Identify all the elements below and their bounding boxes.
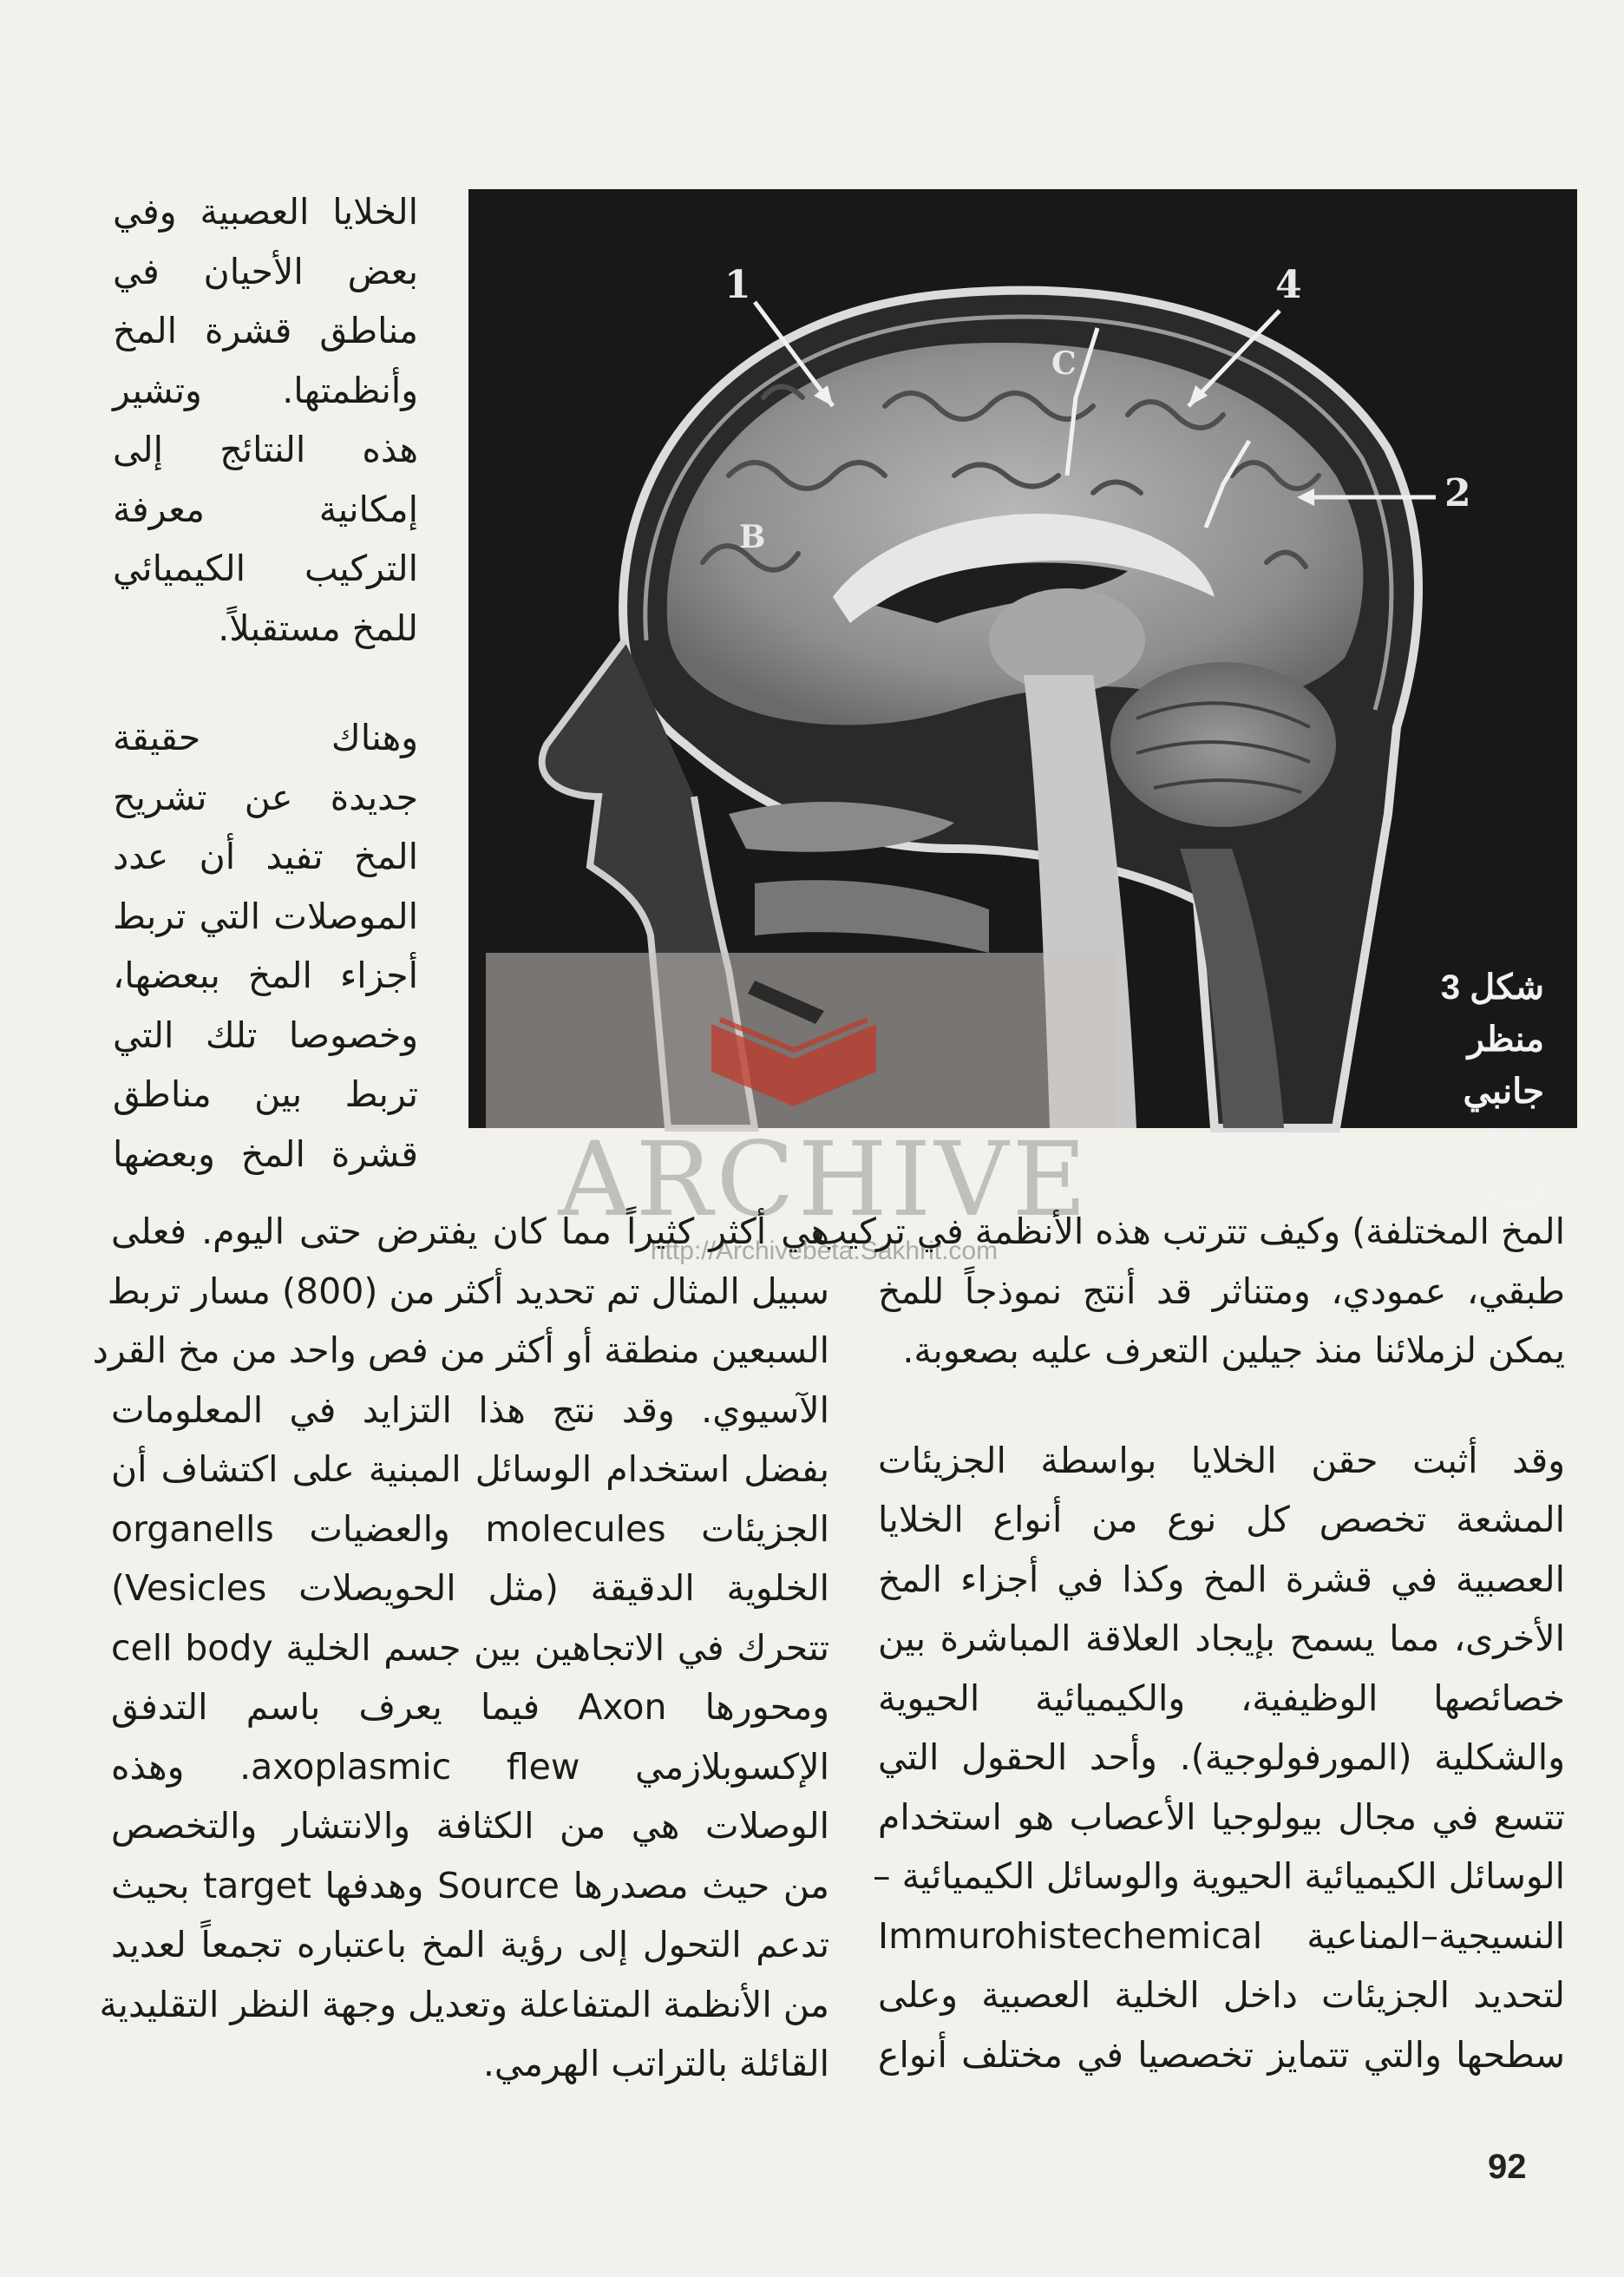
figure-caption — [1379, 961, 1544, 1222]
text-line: وأنظمتها. وتشير — [113, 369, 418, 411]
left-column — [92, 1202, 829, 2094]
text-line: والشكلية (المورفولوجية). وأحد الحقول التي — [878, 1736, 1565, 1778]
text-line: وخصوصا تلك التي — [113, 1014, 418, 1056]
text-line: تتسع في مجال بيولوجيا الأعصاب هو استخدام — [878, 1795, 1565, 1838]
label-b: B — [739, 519, 766, 555]
caption-line: شكل 3 — [1440, 968, 1544, 1007]
side-column — [113, 182, 418, 1184]
text-line: قشرة المخ وبعضها — [113, 1132, 418, 1175]
caption-line: للمخ. — [1470, 1177, 1544, 1215]
side-paragraph-2 — [113, 708, 418, 1184]
text-line: تربط بين مناطق — [113, 1073, 418, 1115]
text-line: هذه النتائج إلى — [113, 429, 418, 470]
text-line: هي أكثر كثيراً مما كان يفترض حتى اليوم. فعلى — [111, 1211, 829, 1252]
text-line: الوسائل الكيميائية الحيوية والوسائل الكيميائية – — [873, 1855, 1565, 1897]
text-line: بفضل استخدام الوسائل المبنية على اكتشاف أن — [111, 1448, 829, 1490]
paragraph-gap — [878, 1381, 1565, 1431]
text-line: إمكانية معرفة — [113, 488, 418, 530]
label-4: 4 — [1275, 263, 1302, 307]
text-line: من الأنظمة المتفاعلة وتعديل وجهة النظر التقليدية — [99, 1983, 829, 2025]
text-line: المشعة تخصص كل نوع من أنواع الخلايا — [878, 1499, 1565, 1540]
text-line: تدعم التحول إلى رؤية المخ باعتباره تجمعاً لعديد — [111, 1924, 829, 1965]
text-line: خصائصها الوظيفية، والكيميائية الحيوية — [878, 1677, 1565, 1719]
text-line: الآسيوي. وقد نتج هذا التزايد في المعلومات — [111, 1388, 829, 1431]
label-2: 2 — [1444, 471, 1471, 515]
paragraph-gap — [113, 658, 418, 708]
text-line: المخ تفيد أن عدد — [113, 836, 418, 877]
text-line: الجزيئات molecules والعضيات organells — [111, 1507, 829, 1550]
watermark-url: http://Archivebeta.Sakhrit.com — [650, 1237, 999, 1265]
text-line: تتحرك في الاتجاهين بين جسم الخلية cell body — [111, 1626, 829, 1669]
text-line: القائلة بالتراتب الهرمي. — [482, 2043, 829, 2084]
text-line: سطحها والتي تتمايز تخصصيا في مختلف أنواع — [878, 2033, 1565, 2076]
text-line: وهناك حقيقة — [113, 717, 418, 758]
text-line: الخلايا العصبية وفي — [113, 191, 418, 233]
text-line: للمخ مستقبلاً. — [218, 607, 418, 649]
caption-line: داخلي — [1457, 1125, 1544, 1163]
right-paragraph-2 — [873, 1431, 1565, 2085]
text-line: ومحورها Axon فيما يعرف باسم التدفق — [111, 1686, 829, 1728]
text-line: من حيث مصدرها Source وهدفها target بحيث — [111, 1864, 829, 1906]
text-line: الأخرى، مما يسمح بإيجاد العلاقة المباشرة بين — [878, 1618, 1565, 1659]
text-line: يمكن لزملائنا منذ جيلين التعرف عليه بصعوبة. — [902, 1329, 1565, 1371]
text-line: جديدة عن تشريح — [113, 776, 418, 818]
text-line: طبقي، عمودي، ومتناثر قد أنتج نموذجاً للمخ — [878, 1270, 1565, 1312]
page-number: 92 — [1488, 2148, 1527, 2186]
text-line: وقد أثبت حقن الخلايا بواسطة الجزيئات — [878, 1439, 1565, 1481]
text-line: سبيل المثال تم تحديد أكثر من (800) مسار تربط — [107, 1270, 829, 1312]
text-line: لتحديد الجزيئات داخل الخلية العصبية وعلى — [878, 1974, 1565, 2016]
text-line: بعض الأحيان في — [113, 250, 418, 292]
text-line: مناطق قشرة المخ — [113, 310, 418, 351]
text-line: التركيب الكيميائي — [113, 548, 418, 589]
text-line: الموصلات التي تربط — [113, 895, 418, 937]
text-line: أجزاء المخ ببعضها، — [113, 955, 418, 996]
label-c: C — [1051, 345, 1077, 382]
side-paragraph-1 — [113, 182, 418, 658]
watermark-book-logo — [703, 963, 885, 1111]
caption-line: جانبي — [1463, 1073, 1544, 1111]
text-line: المخ المختلفة) وكيف تترتب هذه الأنظمة في تركيب — [813, 1211, 1565, 1252]
text-line: السبعين منطقة أو أكثر من فص واحد من مخ القرد — [92, 1329, 829, 1371]
watermark-title: ARCHIVE — [558, 1119, 1090, 1239]
caption-line: منظر — [1467, 1020, 1544, 1059]
text-line: الخلوية الدقيقة (مثل الحويصلات Vesicles) — [111, 1567, 829, 1609]
left-paragraph — [92, 1202, 829, 2094]
text-line: الوصلات هي من الكثافة والانتشار والتخصص — [111, 1805, 829, 1847]
label-1: 1 — [724, 263, 751, 307]
text-line: الإكسوبلازمي axoplasmic flew. وهذه — [111, 1745, 829, 1788]
text-line: النسيجية–المناعية Immurohistechemical — [878, 1914, 1565, 1957]
text-line: العصبية في قشرة المخ وكذا في أجزاء المخ — [878, 1558, 1565, 1600]
